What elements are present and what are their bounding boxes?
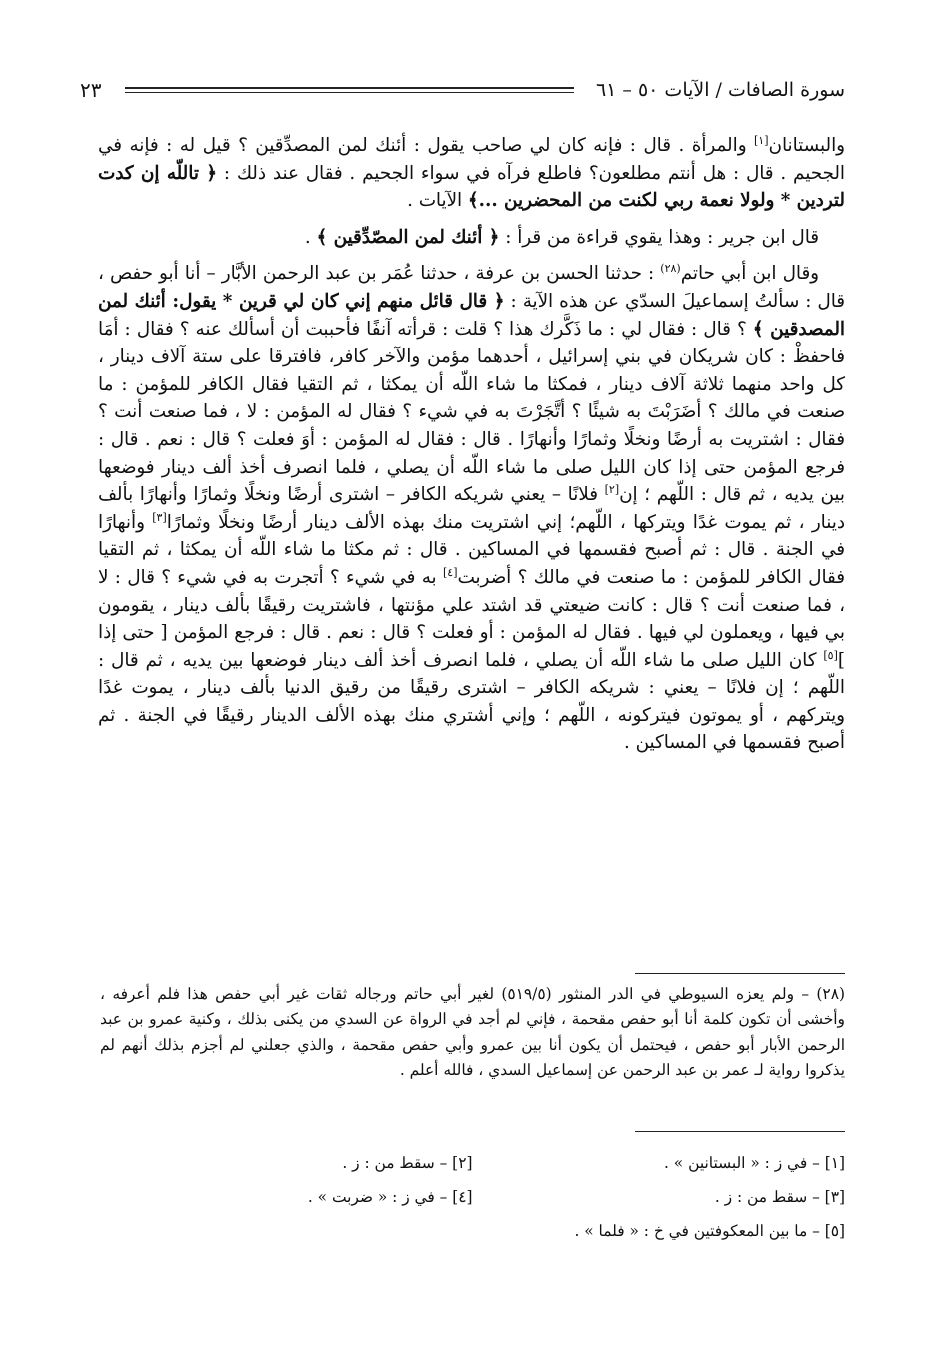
page-number: ٢٣ [80, 78, 102, 102]
text-run: وقال ابن أبي حاتم [680, 263, 820, 285]
variant-note-1: [١] – في ز : « البستانين » . [664, 1154, 845, 1172]
text-run: : حدثنا الحسن بن عرفة ، حدثنا عُمَر بن عبد الرحمن الأبَّار – أنا أبو حفص ، قال : سألتُ إسماعيلَ السدّي عن هذه الآية : [98, 263, 846, 312]
main-text [98, 132, 845, 757]
variant-notes [100, 1146, 845, 1248]
variant-row [100, 1180, 845, 1214]
text-run: والمرأة . قال : فإنه كان لي صاحب يقول : أئنك لمن المصدِّقين ؟ قيل له : فإنه في الجحيم . قال : هل أنتم مطلعون؟ فاطلع فرآه في سواء الجحيم . فقال عند ذلك : [98, 135, 845, 184]
text-run: ؟ قال : فقال لي : ما ذَكَّرك هذا ؟ قلت : قرأته آنفًا فأحببت أن أسألك عنه ؟ فقال : أمَا فاحفظْ : كان شريكان في بني إسرائيل ، أحدهما مؤمن والآخر كافر، فافترقا على ستة آلاف دينار ، كل واحد منهما ثلاثة آلاف دينار ، فمكثا ما شاء اللّه أن يمكثا ، ثم التقيا فقال الكافر للمؤمن : ما صنعت في مالك ؟ أضَرَبْتَ به شيئًا ؟ أتَّجَرْتَ به في شيء ؟ فقال له المؤمن : لا ، فما صنعت أنت ؟ فقال : اشتريت به أرضًا ونخلًا وثمارًا وأنهارًا . قال : فقال له المؤمن : أوَ فعلت ؟ قال : نعم . قال : فرجع المؤمن حتى إذا كان الليل صلى ما شاء اللّه أن يصلي ، فلما انصرف أخذ ألف دينار فوضعها بين يديه ، ثم قال : اللّهم ؛ إن [98, 318, 845, 506]
variant-ref-2: [٢] [604, 483, 620, 497]
variant-ref-3: [٣] [152, 510, 167, 524]
text-run: وأنهارًا في الجنة . قال : ثم أصبح فقسمها في المساكين . قال : ثم مكثا ما شاء اللّه أن يمكثا ، ثم التقيا فقال الكافر للمؤمن : ما صنعت في مالك ؟ أضربت [98, 511, 845, 588]
variant-note-3: [٣] – سقط من : ز . [714, 1188, 845, 1206]
paragraph-2 [98, 224, 845, 252]
variant-ref-4: [٤] [443, 565, 458, 579]
text-run: به في شيء ؟ أتجرت به في شيء ؟ قال : لا ، فما صنعت أنت ؟ قال : كانت ضيعتي قد اشتد علي مؤنتها ، فاشتريت رقيقًا بألف دينار ، يقومون بي فيها ، ويعملون لي فيها . فقال له المؤمن : أو فعلت ؟ قال : نعم . قال : فرجع المؤمن [ حتى إذا ] [98, 566, 845, 671]
variant-ref-5: [٥] [823, 648, 838, 662]
running-title: سورة الصافات / الآيات ٥٠ – ٦١ [595, 79, 845, 101]
paragraph-1 [98, 132, 845, 215]
scholarly-footnote [100, 982, 845, 1084]
text-run: فلانًا – يعني شريكه الكافر – اشترى أرضًا ونخلًا وثمارًا وأنهارًا بألف دينار ، ثم يموت غدًا ويتركها ، اللّهم؛ إني اشتريت منك بهذه الألف دينار أرضًا ونخلًا وثمارًا [98, 484, 845, 533]
footnote-separator [635, 973, 845, 974]
paragraph-3 [98, 260, 845, 757]
text-run: . [304, 226, 317, 248]
page-header [80, 70, 845, 110]
text-run: كان الليل صلى ما شاء اللّه أن يصلي ، فلما انصرف أخذ ألف دينار فوضعها بين يديه ، ثم قال : اللّهم ؛ إن فلانًا – يعني : شريكه الكافر – اشترى رقيقًا من رقيق الدنيا بألف دينار ، يموت غدًا ويتركهم ، أو يموتون فيتركونه ، اللّهم ؛ وإني أشتري منك بهذه الألف الدينار رقيقًا في الجنة . ثم أصبح فقسمها في المساكين . [98, 649, 845, 754]
text-run: الآيات . [407, 190, 468, 212]
quran-quote: ﴿ تاللّه إن كدت لتردين * ولولا نعمة ربي لكنت من المحضرين ...﴾ [98, 162, 845, 212]
footnote-28-text: (٢٨) – ولم يعزه السيوطي في الدر المنثور (٥١٩/٥) لغير أبي حاتم ورجاله ثقات غير أبي حفص هذا فلم أعرفه ، وأخشى أن تكون كلمة أنا أبو حفص مقحمة ، فإني لم أجد في الرواة عن السدي من يكنى بذلك ، وكنية عمرو بن عبد الرحمن الأبار أبو حفص ، فيحتمل أن يكون أنا بين عمرو وأبي حفص مقحمة ، والذي جعلني لم أجزم بذلك أنهم لم يذكروا رواية لـ عمر بن عبد الرحمن عن إسماعيل السدي ، فالله أعلم . [100, 985, 845, 1080]
variant-note-5: [٥] – ما بين المعكوفتين في خ : « فلما » . [574, 1222, 845, 1240]
header-rule [125, 87, 573, 93]
quran-quote: ﴿ أئنك لمن المصّدِّقين ﴾ [316, 226, 500, 248]
text-run: والبستانان [768, 135, 845, 156]
variant-note-4: [٤] – في ز : « ضربت » . [307, 1188, 473, 1206]
variant-note-2: [٢] – سقط من : ز . [342, 1154, 473, 1172]
variant-row [100, 1214, 845, 1248]
footnote-ref-28: (٢٨) [660, 262, 681, 276]
quran-quote: ﴿ قال قائل منهم إني كان لي قرين * يقول: أئنك لمن المصدقين ﴾ [98, 290, 845, 340]
variants-separator [635, 1131, 845, 1132]
text-run: قال ابن جرير : وهذا يقوي قراءة من قرأ : [499, 226, 819, 248]
variant-ref-1: [١] [754, 133, 769, 147]
variant-row [100, 1146, 845, 1180]
